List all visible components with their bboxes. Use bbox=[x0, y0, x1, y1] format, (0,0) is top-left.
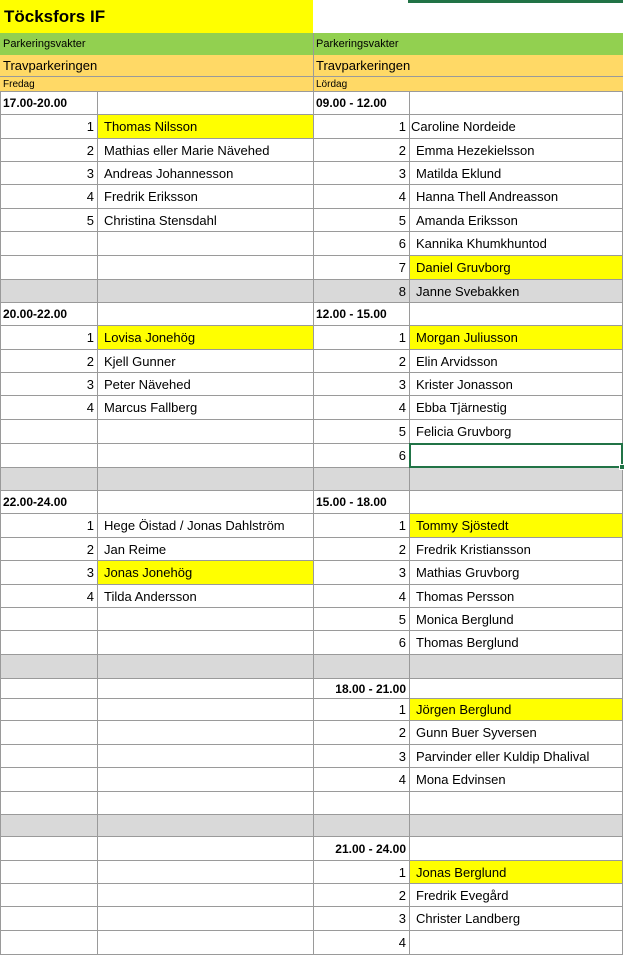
friday-volunteer-name[interactable]: Andreas Johannesson bbox=[104, 166, 234, 181]
saturday-slot-number[interactable]: 2 bbox=[398, 354, 406, 369]
friday-volunteer-name[interactable]: Mathias eller Marie Nävehed bbox=[104, 143, 270, 158]
grid-line bbox=[0, 767, 623, 768]
grid-line bbox=[0, 630, 623, 631]
grid-line bbox=[0, 349, 623, 350]
friday-slot-number[interactable]: 3 bbox=[86, 565, 94, 580]
friday-volunteer-name[interactable]: Kjell Gunner bbox=[104, 354, 176, 369]
friday-slot-number[interactable]: 4 bbox=[86, 589, 94, 604]
saturday-volunteer-name[interactable]: Mona Edvinsen bbox=[416, 772, 506, 787]
friday-slot-number[interactable]: 1 bbox=[86, 518, 94, 533]
saturday-slot-number[interactable]: 3 bbox=[398, 565, 406, 580]
friday-volunteer-name[interactable]: Christina Stensdahl bbox=[104, 213, 217, 228]
grid-line bbox=[0, 138, 623, 139]
grid-line bbox=[0, 91, 623, 92]
grid-line bbox=[0, 584, 623, 585]
saturday-slot-number[interactable]: 8 bbox=[398, 284, 406, 299]
grid-line bbox=[0, 208, 623, 209]
grid-line bbox=[0, 92, 1, 955]
friday-volunteer-name[interactable]: Thomas Nilsson bbox=[97, 115, 313, 139]
grid-line bbox=[0, 395, 623, 396]
grid-line bbox=[0, 720, 623, 721]
saturday-slot-number[interactable]: 4 bbox=[398, 400, 406, 415]
saturday-volunteer-name[interactable]: Morgan Juliusson bbox=[409, 326, 623, 350]
grid-line bbox=[0, 654, 623, 655]
grid-line bbox=[0, 76, 623, 77]
friday-slot-number[interactable]: 2 bbox=[86, 542, 94, 557]
saturday-slot-number[interactable]: 6 bbox=[398, 236, 406, 251]
right-day-label[interactable]: Lördag bbox=[313, 77, 623, 92]
grid-line bbox=[622, 92, 623, 955]
saturday-volunteer-name[interactable]: Monica Berglund bbox=[416, 612, 514, 627]
saturday-volunteer-name[interactable]: Christer Landberg bbox=[416, 911, 521, 926]
saturday-slot-number[interactable]: 2 bbox=[398, 542, 406, 557]
friday-slot-number[interactable]: 2 bbox=[86, 143, 94, 158]
friday-slot-number[interactable]: 4 bbox=[86, 189, 94, 204]
separator-row bbox=[0, 655, 623, 679]
saturday-slot-number[interactable]: 2 bbox=[398, 725, 406, 740]
saturday-time-slot[interactable]: 12.00 - 15.00 bbox=[316, 307, 387, 321]
saturday-slot-number[interactable]: 6 bbox=[398, 635, 406, 650]
friday-volunteer-name[interactable]: Lovisa Jonehög bbox=[97, 326, 313, 350]
grid-line bbox=[0, 744, 623, 745]
friday-time-slot[interactable]: 22.00-24.00 bbox=[3, 495, 68, 509]
friday-time-slot[interactable]: 20.00-22.00 bbox=[3, 307, 68, 321]
saturday-volunteer-name[interactable]: Elin Arvidsson bbox=[416, 354, 498, 369]
saturday-volunteer-name[interactable]: Emma Hezekielsson bbox=[416, 143, 535, 158]
left-place-label[interactable]: Travparkeringen bbox=[0, 55, 313, 77]
saturday-volunteer-name[interactable]: Fredrik Evegård bbox=[416, 888, 509, 903]
saturday-slot-number[interactable]: 3 bbox=[398, 749, 406, 764]
grid-line bbox=[0, 537, 623, 538]
saturday-volunteer-name[interactable]: Jonas Berglund bbox=[409, 861, 623, 884]
saturday-volunteer-name[interactable]: Thomas Berglund bbox=[416, 635, 519, 650]
saturday-volunteer-name[interactable]: Matilda Eklund bbox=[416, 166, 502, 181]
saturday-slot-number[interactable]: 5 bbox=[398, 213, 406, 228]
sheet-title[interactable]: Töcksfors IF bbox=[0, 0, 313, 33]
friday-volunteer-name[interactable]: Fredrik Eriksson bbox=[104, 189, 198, 204]
friday-slot-number[interactable]: 3 bbox=[86, 166, 94, 181]
grid-line bbox=[0, 184, 623, 185]
grid-line bbox=[0, 325, 623, 326]
grid-line bbox=[313, 92, 314, 955]
grid-line bbox=[0, 560, 623, 561]
saturday-time-slot[interactable]: 21.00 - 24.00 bbox=[335, 842, 406, 856]
separator-row bbox=[0, 468, 623, 491]
grid-line bbox=[0, 279, 623, 280]
grid-line bbox=[0, 302, 623, 303]
left-day-label[interactable]: Fredag bbox=[0, 77, 313, 92]
friday-volunteer-name[interactable]: Tilda Andersson bbox=[104, 589, 197, 604]
friday-slot-number[interactable]: 5 bbox=[86, 213, 94, 228]
saturday-slot-number[interactable]: 5 bbox=[398, 612, 406, 627]
grid-line bbox=[0, 419, 623, 420]
grid-line bbox=[0, 791, 623, 792]
grid-line bbox=[0, 930, 623, 931]
grid-line bbox=[0, 678, 623, 679]
saturday-volunteer-name[interactable]: Fredrik Kristiansson bbox=[416, 542, 531, 557]
grid-line bbox=[0, 231, 623, 232]
grid-line bbox=[0, 836, 623, 837]
friday-volunteer-name[interactable]: Jonas Jonehög bbox=[97, 561, 313, 585]
saturday-slot-number[interactable]: 5 bbox=[398, 424, 406, 439]
friday-volunteer-name[interactable]: Peter Nävehed bbox=[104, 377, 191, 392]
saturday-slot-number[interactable]: 1 bbox=[398, 702, 406, 717]
saturday-slot-number[interactable]: 3 bbox=[398, 911, 406, 926]
friday-volunteer-name[interactable]: Marcus Fallberg bbox=[104, 400, 198, 415]
saturday-volunteer-name[interactable]: Ebba Tjärnestig bbox=[416, 400, 507, 415]
saturday-slot-number[interactable]: 2 bbox=[398, 143, 406, 158]
saturday-slot-number[interactable]: 4 bbox=[398, 589, 406, 604]
grid-line bbox=[0, 814, 623, 815]
friday-volunteer-name[interactable]: Jan Reime bbox=[104, 542, 167, 557]
fill-handle[interactable] bbox=[619, 464, 625, 470]
grid-line bbox=[0, 698, 623, 699]
friday-slot-number[interactable]: 2 bbox=[86, 354, 94, 369]
saturday-slot-number[interactable]: 2 bbox=[398, 888, 406, 903]
grid-line bbox=[0, 883, 623, 884]
grid-line bbox=[0, 372, 623, 373]
grid-line bbox=[97, 92, 98, 955]
saturday-volunteer-name[interactable]: Jörgen Berglund bbox=[409, 699, 623, 721]
top-right-cell-marker bbox=[408, 0, 623, 3]
saturday-volunteer-name[interactable]: Thomas Persson bbox=[416, 589, 515, 604]
saturday-volunteer-name[interactable]: Caroline Nordeide bbox=[411, 119, 516, 134]
grid-line bbox=[0, 906, 623, 907]
saturday-slot-number[interactable]: 1 bbox=[398, 518, 406, 533]
saturday-volunteer-name[interactable]: Tommy Sjöstedt bbox=[409, 514, 623, 538]
left-role-label[interactable]: Parkeringsvakter bbox=[0, 33, 97, 55]
saturday-volunteer-name[interactable] bbox=[409, 931, 623, 955]
separator-row bbox=[0, 815, 623, 837]
saturday-volunteer-name[interactable]: Gunn Buer Syversen bbox=[416, 725, 537, 740]
saturday-volunteer-name[interactable]: Daniel Gruvborg bbox=[409, 256, 623, 280]
saturday-volunteer-name[interactable]: Amanda Eriksson bbox=[416, 213, 518, 228]
friday-slot-number[interactable]: 3 bbox=[86, 377, 94, 392]
saturday-slot-number[interactable]: 4 bbox=[398, 189, 406, 204]
right-place-label[interactable]: Travparkeringen bbox=[313, 55, 623, 77]
grid-line bbox=[0, 954, 623, 955]
saturday-volunteer-name[interactable]: Felicia Gruvborg bbox=[416, 424, 512, 439]
grid-line bbox=[0, 860, 623, 861]
saturday-volunteer-name[interactable]: Krister Jonasson bbox=[416, 377, 513, 392]
grid-line bbox=[409, 92, 410, 955]
saturday-slot-number[interactable]: 6 bbox=[398, 448, 406, 463]
saturday-volunteer-name[interactable]: Mathias Gruvborg bbox=[416, 565, 520, 580]
friday-volunteer-name[interactable]: Hege Öistad / Jonas Dahlström bbox=[104, 518, 285, 533]
saturday-slot-number[interactable]: 1 bbox=[398, 330, 406, 345]
grid-line bbox=[0, 161, 623, 162]
saturday-slot-number[interactable]: 4 bbox=[398, 935, 406, 950]
grid-line bbox=[0, 114, 623, 115]
right-role-label[interactable]: Parkeringsvakter bbox=[313, 33, 623, 55]
grid-line bbox=[0, 490, 623, 491]
saturday-slot-number[interactable]: 7 bbox=[398, 260, 406, 275]
saturday-slot-number[interactable]: 1 bbox=[398, 865, 406, 880]
friday-slot-number[interactable]: 1 bbox=[86, 119, 94, 134]
selected-cell-outline[interactable] bbox=[409, 443, 623, 468]
grid-line bbox=[313, 33, 314, 92]
left-role-fill-cell[interactable] bbox=[97, 33, 313, 55]
saturday-slot-number[interactable]: 3 bbox=[398, 377, 406, 392]
saturday-volunteer-name[interactable]: Parvinder eller Kuldip Dhalival bbox=[416, 749, 590, 764]
saturday-slot-number[interactable]: 3 bbox=[398, 166, 406, 181]
grid-line bbox=[0, 607, 623, 608]
saturday-volunteer-name[interactable]: Kannika Khumkhuntod bbox=[416, 236, 547, 251]
friday-time-slot[interactable]: 17.00-20.00 bbox=[3, 96, 68, 110]
grid-line bbox=[0, 255, 623, 256]
saturday-time-slot[interactable]: 09.00 - 12.00 bbox=[316, 96, 387, 110]
saturday-slot-number[interactable]: 4 bbox=[398, 772, 406, 787]
saturday-slot-number[interactable]: 1 bbox=[398, 119, 406, 134]
friday-slot-number[interactable]: 4 bbox=[86, 400, 94, 415]
friday-slot-number[interactable]: 1 bbox=[86, 330, 94, 345]
saturday-time-slot[interactable]: 18.00 - 21.00 bbox=[335, 682, 406, 696]
saturday-time-slot[interactable]: 15.00 - 18.00 bbox=[316, 495, 387, 509]
grid-line bbox=[0, 513, 623, 514]
saturday-volunteer-name[interactable]: Janne Svebakken bbox=[416, 284, 520, 299]
saturday-volunteer-name[interactable]: Hanna Thell Andreasson bbox=[416, 189, 559, 204]
